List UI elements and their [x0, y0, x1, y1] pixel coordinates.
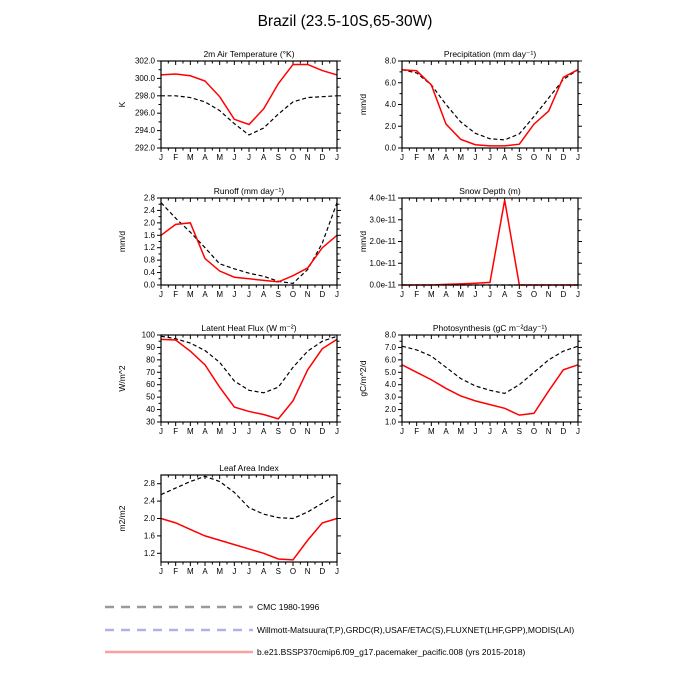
svg-text:0.4: 0.4: [143, 268, 155, 278]
svg-text:50: 50: [146, 392, 155, 402]
svg-text:J: J: [335, 427, 339, 436]
svg-text:D: D: [560, 153, 567, 162]
series-model-line: [161, 64, 337, 124]
svg-text:O: O: [289, 153, 297, 162]
y-axis-label: mm/d: [358, 230, 368, 253]
svg-text:D: D: [319, 567, 326, 576]
svg-text:70: 70: [146, 367, 155, 377]
svg-text:A: A: [260, 153, 267, 162]
svg-text:4.0: 4.0: [384, 100, 396, 109]
svg-text:A: A: [260, 427, 267, 436]
svg-text:J: J: [335, 290, 339, 299]
y-tick-labels: [369, 194, 396, 290]
svg-text:D: D: [319, 290, 326, 299]
y-tick-labels: [144, 194, 156, 290]
svg-text:N: N: [304, 290, 311, 299]
chart-svg: [111, 321, 351, 451]
svg-text:N: N: [545, 290, 552, 299]
axis-ticks: [157, 335, 341, 426]
svg-text:3.0: 3.0: [384, 392, 396, 402]
svg-text:M: M: [427, 290, 435, 299]
svg-text:80: 80: [146, 355, 155, 365]
chart-svg: [111, 461, 351, 591]
svg-text:A: A: [202, 567, 208, 576]
svg-text:0.0: 0.0: [384, 143, 396, 153]
svg-text:F: F: [173, 290, 179, 299]
axis-ticks: [398, 335, 582, 426]
chart-title: Runoff (mm day⁻¹): [213, 186, 285, 196]
svg-text:F: F: [173, 153, 179, 162]
svg-text:A: A: [260, 567, 267, 576]
svg-text:100: 100: [141, 330, 155, 340]
panel-snow-depth: [352, 184, 592, 314]
chart-svg: [111, 47, 351, 177]
svg-text:4.0e-11: 4.0e-11: [369, 193, 396, 203]
svg-text:2.0e-11: 2.0e-11: [369, 237, 396, 246]
svg-text:J: J: [488, 427, 492, 436]
svg-text:A: A: [501, 427, 508, 436]
svg-text:298.0: 298.0: [134, 91, 155, 101]
svg-text:3.0e-11: 3.0e-11: [369, 215, 396, 225]
svg-text:2.0: 2.0: [143, 218, 155, 228]
panel-photosynthesis: [352, 321, 592, 451]
svg-text:1.0e-11: 1.0e-11: [369, 258, 396, 268]
chart-svg: [111, 184, 351, 314]
svg-text:0.0e-11: 0.0e-11: [369, 280, 396, 290]
svg-text:292.0: 292.0: [134, 143, 155, 153]
series-observations-line: [161, 203, 337, 284]
svg-text:M: M: [186, 290, 194, 299]
svg-text:A: A: [443, 153, 449, 162]
svg-text:J: J: [159, 290, 163, 299]
y-axis-label: m2/m2: [117, 505, 127, 532]
panel-2m-air-temperature: [111, 47, 351, 177]
svg-text:F: F: [414, 290, 420, 299]
y-axis-label: K: [117, 101, 127, 108]
svg-text:1.6: 1.6: [143, 230, 155, 240]
y-axis-label: mm/d: [358, 93, 368, 116]
svg-text:A: A: [443, 427, 449, 436]
svg-text:6.0: 6.0: [384, 78, 396, 88]
legend-line-model: [104, 649, 254, 655]
svg-text:300.0: 300.0: [134, 73, 155, 83]
svg-text:J: J: [232, 153, 237, 162]
svg-text:M: M: [216, 153, 224, 162]
chart-title: Leaf Area Index: [219, 463, 279, 473]
series-model-line: [161, 519, 337, 560]
svg-text:60: 60: [146, 380, 155, 390]
y-axis-label: W/m^2: [117, 365, 127, 392]
svg-text:M: M: [216, 567, 224, 576]
svg-text:296.0: 296.0: [134, 108, 155, 118]
panel-runoff: [111, 184, 351, 314]
svg-text:D: D: [319, 427, 326, 436]
svg-text:J: J: [488, 290, 492, 299]
panel-latent-heat-flux: [111, 321, 351, 451]
svg-text:2.8: 2.8: [143, 193, 155, 203]
svg-text:302.0: 302.0: [134, 56, 155, 66]
svg-text:J: J: [400, 290, 404, 299]
svg-text:J: J: [400, 153, 404, 162]
svg-text:4.0: 4.0: [384, 380, 396, 390]
plot-frame: [402, 198, 578, 285]
svg-text:J: J: [159, 427, 163, 436]
svg-text:D: D: [560, 427, 567, 436]
svg-text:A: A: [501, 153, 508, 162]
legend-row-model: [0, 645, 700, 659]
y-axis-label: gC/m^2/d: [358, 360, 368, 397]
svg-text:S: S: [275, 567, 282, 576]
svg-text:F: F: [173, 567, 179, 576]
svg-text:N: N: [304, 153, 311, 162]
panel-precipitation: [352, 47, 592, 177]
svg-text:5.0: 5.0: [384, 367, 396, 377]
legend-label-observations: Willmott-Matsuura(T,P),GRDC(R),USAF/ETAC(S),FLUXNET(LHF,GPP),MODIS(LAI): [257, 625, 575, 635]
x-axis-labels: [400, 153, 580, 162]
series-model-line: [402, 70, 578, 146]
svg-text:J: J: [335, 153, 339, 162]
legend-label-model: b.e21.BSSP370cmip6.f09_g17.pacemaker_pacific.008 (yrs 2015-2018): [257, 647, 526, 657]
svg-text:J: J: [335, 567, 339, 576]
axis-ticks: [157, 475, 341, 566]
series-model-line: [161, 339, 337, 419]
legend-label-cmc: CMC 1980-1996: [257, 602, 320, 612]
svg-text:1.2: 1.2: [143, 243, 155, 253]
axis-ticks: [398, 198, 582, 289]
svg-text:F: F: [414, 153, 420, 162]
svg-text:M: M: [216, 427, 224, 436]
svg-text:0.8: 0.8: [143, 255, 155, 265]
series-model-line: [402, 200, 578, 285]
svg-text:A: A: [202, 290, 208, 299]
svg-text:O: O: [530, 290, 538, 299]
series-observations-line: [161, 476, 337, 518]
svg-text:2.4: 2.4: [143, 496, 155, 506]
svg-text:J: J: [488, 153, 492, 162]
y-tick-labels: [142, 331, 156, 427]
svg-text:S: S: [275, 427, 282, 436]
plot-frame: [161, 198, 337, 285]
svg-text:2.0: 2.0: [384, 405, 396, 415]
y-tick-labels: [385, 57, 397, 153]
svg-text:J: J: [473, 427, 478, 436]
svg-text:N: N: [545, 153, 552, 162]
y-tick-labels: [144, 479, 156, 558]
svg-text:M: M: [457, 153, 465, 162]
svg-text:8.0: 8.0: [384, 56, 396, 66]
svg-text:2.0: 2.0: [143, 514, 155, 523]
svg-text:294.0: 294.0: [134, 126, 155, 136]
svg-text:O: O: [289, 290, 297, 299]
svg-text:2.0: 2.0: [384, 121, 396, 131]
svg-text:1.0: 1.0: [384, 417, 396, 427]
x-axis-labels: [159, 427, 339, 436]
chart-title: Latent Heat Flux (W m⁻²): [201, 323, 297, 333]
chart-title: Precipitation (mm day⁻¹): [443, 49, 537, 59]
svg-text:O: O: [289, 567, 297, 576]
svg-text:30: 30: [146, 417, 155, 427]
x-axis-labels: [400, 290, 580, 299]
svg-text:M: M: [427, 427, 435, 436]
svg-text:D: D: [560, 290, 567, 299]
svg-text:D: D: [319, 153, 326, 162]
svg-text:M: M: [186, 153, 194, 162]
svg-text:M: M: [186, 427, 194, 436]
svg-text:J: J: [159, 153, 163, 162]
svg-text:J: J: [576, 427, 580, 436]
chart-title: Photosynthesis (gC m⁻²day⁻¹): [432, 323, 548, 333]
svg-text:N: N: [545, 427, 552, 436]
x-axis-labels: [159, 290, 339, 299]
svg-text:S: S: [275, 153, 282, 162]
svg-text:F: F: [414, 427, 420, 436]
svg-text:J: J: [576, 153, 580, 162]
svg-text:M: M: [427, 153, 435, 162]
svg-text:J: J: [247, 153, 251, 162]
svg-text:M: M: [457, 290, 465, 299]
page-title: Brazil (23.5-10S,65-30W): [257, 13, 433, 30]
svg-text:J: J: [232, 427, 237, 436]
svg-text:O: O: [289, 427, 297, 436]
svg-text:M: M: [457, 427, 465, 436]
svg-text:S: S: [275, 290, 282, 299]
svg-text:2.4: 2.4: [143, 205, 155, 215]
svg-text:1.2: 1.2: [143, 548, 155, 558]
legend-line-cmc: [104, 604, 254, 610]
y-axis-label: mm/d: [117, 230, 127, 253]
x-axis-labels: [400, 427, 580, 436]
svg-text:O: O: [530, 153, 538, 162]
chart-svg: [352, 321, 592, 451]
svg-text:J: J: [247, 567, 251, 576]
svg-text:N: N: [304, 567, 311, 576]
svg-text:J: J: [247, 290, 251, 299]
svg-text:S: S: [516, 290, 523, 299]
svg-text:N: N: [304, 427, 311, 436]
svg-text:8.0: 8.0: [384, 330, 396, 340]
svg-text:J: J: [232, 567, 237, 576]
chart-svg: [352, 184, 592, 314]
svg-text:40: 40: [146, 405, 155, 415]
svg-text:J: J: [400, 427, 404, 436]
svg-text:J: J: [232, 290, 237, 299]
axis-ticks: [157, 198, 341, 289]
y-tick-labels: [135, 57, 156, 153]
panel-leaf-area-index: [111, 461, 351, 591]
svg-text:O: O: [530, 427, 538, 436]
svg-text:M: M: [186, 567, 194, 576]
svg-text:A: A: [501, 290, 508, 299]
series-observations-line: [161, 96, 337, 135]
svg-text:J: J: [473, 153, 478, 162]
svg-text:S: S: [516, 153, 523, 162]
legend-row-observations: [0, 623, 700, 637]
svg-text:J: J: [159, 567, 163, 576]
svg-text:M: M: [216, 290, 224, 299]
chart-title: 2m Air Temperature (°K): [203, 49, 295, 59]
svg-text:7.0: 7.0: [384, 342, 396, 352]
svg-text:1.6: 1.6: [143, 531, 155, 541]
svg-text:A: A: [443, 290, 449, 299]
svg-text:J: J: [247, 427, 251, 436]
svg-text:2.8: 2.8: [143, 479, 155, 489]
svg-text:J: J: [473, 290, 478, 299]
svg-text:6.0: 6.0: [384, 355, 396, 365]
x-axis-labels: [159, 153, 339, 162]
svg-text:A: A: [202, 427, 208, 436]
legend-line-observations: [104, 627, 254, 633]
chart-svg: [352, 47, 592, 177]
svg-text:S: S: [516, 427, 523, 436]
svg-text:J: J: [576, 290, 580, 299]
svg-text:A: A: [202, 153, 208, 162]
chart-title: Snow Depth (m): [459, 186, 521, 196]
y-tick-labels: [385, 331, 397, 427]
x-axis-labels: [159, 567, 339, 576]
svg-text:90: 90: [146, 342, 155, 352]
legend-row-cmc: [0, 600, 700, 614]
svg-text:F: F: [173, 427, 179, 436]
svg-text:0.0: 0.0: [143, 280, 155, 290]
svg-text:A: A: [260, 290, 267, 299]
